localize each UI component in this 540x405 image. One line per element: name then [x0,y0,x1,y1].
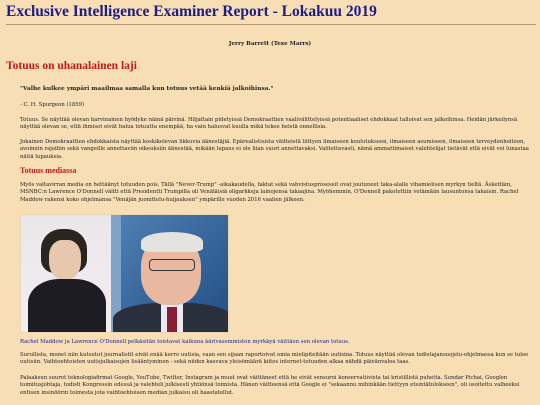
photo-caption: Rachel Maddow ja Lawrence O'Donnell pelkäsitän toistavat kaikuna äärivasemmiston myrkkyä väittäen sen olevan totuus. [20,339,350,345]
paragraph: Totuus. Se näyttää olevan harvinainen hyödyke näinä päivinä. Hiljattain pidetyissä Demokraattien vaalivälittelyissä potentiaaliset ehdokkaat talloivat sen jalkoihinsa. Heidän järkeilynsä näyttää olevan se, että ihmiset eivät halua totuutta enempää, ha vain halusvat kuulla mikä tekee heistä onnellisia. [20,117,518,131]
quote-attribution: - C. H. Spurgeon (1859) [20,102,85,108]
page-title: Exclusive Intelligence Examiner Report - Lokakuu 2019 [6,3,536,25]
paragraph: Palaaksun suuret teknologiafirmat Google, YouTube, Twitter, Instagram ja muut ovat väittäneet että he eivät sensuroi konservatiivista tai kristillistä puhetta. Sundar Pichai, Googlen toimitusjohtaja, todisti Kongressin edessä ja valehteli julkisesti yhtiönsä toimista. Hänen väitteensä että Google ei "sekaannu mihinkään tiettyyn etsintätulokseen", oli osoitettu valheeksi entisen insinöörin toimesta jota vaihtoehtoisen median julkaisu oli haastatellut. [20,375,520,396]
section-title: Totuus on uhanalainen laji [6,60,137,72]
opening-quote: "Valhe kulkee ympäri maailmaa samalla kun totuus vetää kenkiä jalkoihinsa." [20,86,274,92]
paragraph: Myös valtavirran media on hettäänyt totuuden pois. Tällä "Never-Trump" -aikakaudella, faktat sekä vahvistusprosessit ovat joutuneet taka-alalle vihamielisen myrkyn tieltä. Äskettäin, MSNBC:n Lawrence O'Donnell väitti että Presidentti Trumpilla oli Venäläisiä oligarkkeja lainojensa takaajina. Myöhemmin, O'Donnell pakotettiin vetämään lausuntonsa takaisin. Rachel Maddow rakensi koko ohjelmansa "Venäjän juonittelu-huijauksen" ympärille vuoden 2016 vaalien jälkeen. [20,182,519,203]
news-anchors-photo [20,214,229,333]
subheading: Totuus mediassa [20,166,77,175]
paragraph: Surullista, monet niin kutsutut journalistit eivät enää kerro uutisia, vaan sen sijaan raportoivat omia mielipiteitään uutisina. Totuus näyttää olevan todistajansuojelu-ohjelmassa kun se tulee uutisiin. Vaihtoehtoisten uutisjulkaisujen lisääntyminen - sekä niiden kasvava yleisömäärä kiitos internet-totuuden alkaa nähdä päivänvaloa taas. [20,352,529,366]
paragraph: Jokainen Demokraattien ehdokkaista näyttää koskikelevan likkuvia äänestäjiä. Epärealistisista väitteistä liittyen ilmaiseen koulutukseen, ilmaiseen asumiseen, ilmaiseen terveydenhoitoon, avoimiin rajoihin sekä vangeille annettaviin oikeuksiin äänestää, mikään lupaus ei ole liian suuri annettavaksi. Valitettavasti, nämä ammattimaiset valehtelijat tietävät että eivät voi lunastaa näitä lupauksia. [20,139,529,160]
byline: Jerry Barrett (Texe Marrs) [228,41,312,47]
